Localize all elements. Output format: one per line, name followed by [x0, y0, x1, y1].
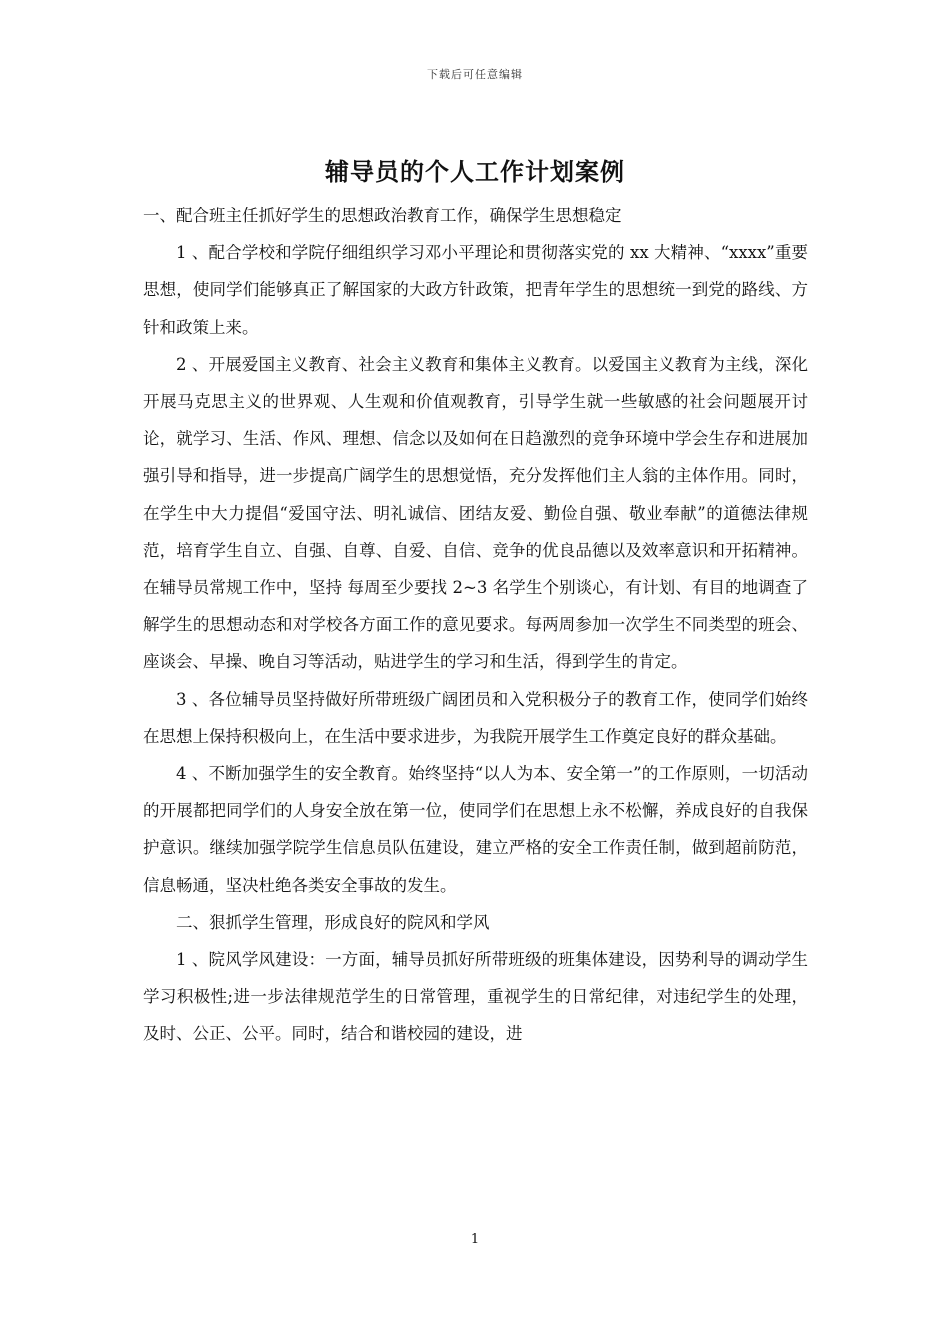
- paragraph-item-4: 4 、不断加强学生的安全教育。始终坚持“以人为本、安全第一”的工作原则，一切活动的开展都把同学们的人身安全放在第一位，使同学们在思想上永不松懈，养成良好的自我保护意识。继续加强学院学生信息员队伍建设，建立严格的安全工作责任制，做到超前防范，信息畅通，坚决杜绝各类安全事故的发生。: [143, 764, 808, 895]
- page-number: 1: [470, 1232, 480, 1247]
- document-body: [143, 197, 808, 1053]
- paragraph-heading-2: 二、狠抓学生管理，形成良好的院风和学风: [176, 912, 490, 932]
- page-header-note: 下载后可任意编辑: [427, 68, 523, 81]
- document-title: 辅导员的个人工作计划案例: [325, 157, 625, 186]
- paragraph-item-1: 1 、配合学校和学院仔细组织学习邓小平理论和贯彻落实党的 xx 大精神、“xxxx”重要思想，使同学们能够真正了解国家的大政方针政策，把青年学生的思想统一到党的路线、方针和政策上来。: [143, 243, 808, 337]
- paragraph-item-2: 2 、开展爱国主义教育、社会主义教育和集体主义教育。以爱国主义教育为主线，深化开展马克思主义的世界观、人生观和价值观教育，引导学生就一些敏感的社会问题展开讨论，就学习、生活、作风、理想、信念以及如何在日趋激烈的竞争环境中学会生存和进展加强引导和指导，进一步提高广阔学生的思想觉悟，充分发挥他们主人翁的主体作用。同时，在学生中大力提倡“爱国守法、明礼诚信、团结友爱、勤俭自强、敬业奉献”的道德法律规范，培育学生自立、自强、自尊、自爱、自信、竞争的优良品德以及效率意识和开拓精神。在辅导员常规工作中，坚持 每周至少要找 2~3 名学生个别谈心，有计划、有目的地调查了解学生的思想动态和对学校各方面工作的意见要求。每两周参加一次学生不同类型的班会、座谈会、早操、晚自习等活动，贴进学生的学习和生活，得到学生的肯定。: [143, 354, 808, 672]
- paragraph-heading-1: 一、配合班主任抓好学生的思想政治教育工作，确保学生思想稳定: [143, 206, 622, 225]
- paragraph-item-3: 3 、各位辅导员坚持做好所带班级广阔团员和入党积极分子的教育工作，使同学们始终在思想上保持积极向上，在生活中要求进步，为我院开展学生工作奠定良好的群众基础。: [143, 689, 808, 746]
- paragraph-item-5: 1 、院风学风建设：一方面，辅导员抓好所带班级的班集体建设，因势利导的调动学生学习积极性;进一步法律规范学生的日常管理，重视学生的日常纪律，对违纪学生的处理，及时、公正、公平。同时，结合和谐校园的建设，进: [143, 950, 808, 1044]
